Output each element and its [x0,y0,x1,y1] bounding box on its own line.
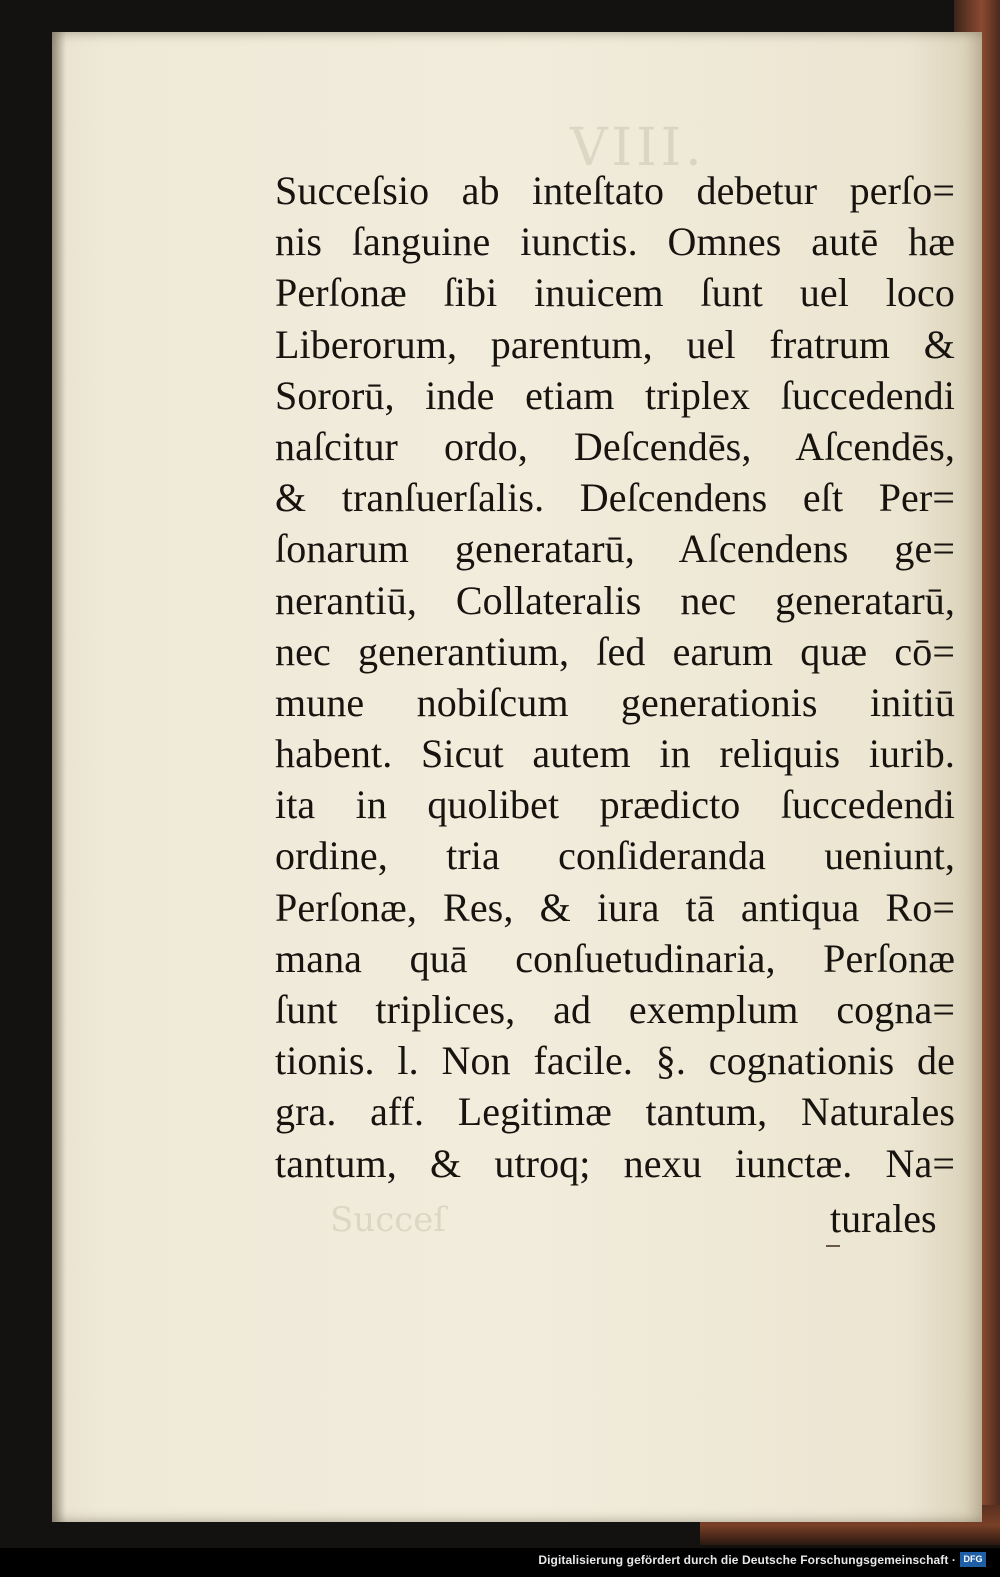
text-line: habent. Sicut autem in reliquis iurib. [275,731,955,777]
catchword: turales [830,1196,937,1241]
text-line: tionis. l. Non facile. §. cognationis de [275,1038,955,1084]
text-line: gra. aff. Legitimæ tantum, Naturales [275,1089,955,1135]
text-line: Perſonæ, Res, & iura tā antiqua Ro= [275,884,955,930]
text-line: tantum, & utroq; nexu iunctæ. Na= [275,1140,955,1186]
text-line: mune nobiſcum generationis initiū [275,679,955,725]
text-line: nec generantium, ſed earum quæ cō= [275,628,955,674]
text-line: & tranſuerſalis. Deſcendens eſt Per= [275,475,955,521]
catchword-mark [826,1245,840,1247]
text-line: Liberorum, parentum, uel fratrum & [275,321,955,367]
text-line: Sororū, inde etiam triplex ſuccedendi [275,372,955,418]
text-line: Perſonæ ſibi inuicem ſunt uel loco [275,270,955,316]
text-line: nerantiū, Collateralis nec generatarū, [275,577,955,623]
show-through-word: Succeſ [330,1200,446,1240]
page-gutter-shadow [52,32,66,1522]
digitization-credit: Digitalisierung gefördert durch die Deutsche Forschungsgemeinschaft · [538,1553,956,1567]
show-through-numeral: VIII. [570,118,706,178]
text-line: ordine, tria conſideranda ueniunt, [275,833,955,879]
text-line: mana quā conſuetudinaria, Perſonæ [275,935,955,981]
text-line: naſcitur ordo, Deſcendēs, Aſcendēs, [275,423,955,469]
page-text-block [275,165,955,1189]
text-line: ſunt triplices, ad exemplum cogna= [275,987,955,1032]
text-line: ſonarum generatarū, Aſcendens ge= [275,526,955,572]
text-line: Succeſsio ab inteſtato debetur perſo= [275,168,955,213]
dfg-logo: DFG [960,1552,986,1567]
text-line: ita in quolibet prædicto ſuccedendi [275,782,955,828]
text-line: nis ſanguine iunctis. Omnes autē hæ [275,219,955,265]
